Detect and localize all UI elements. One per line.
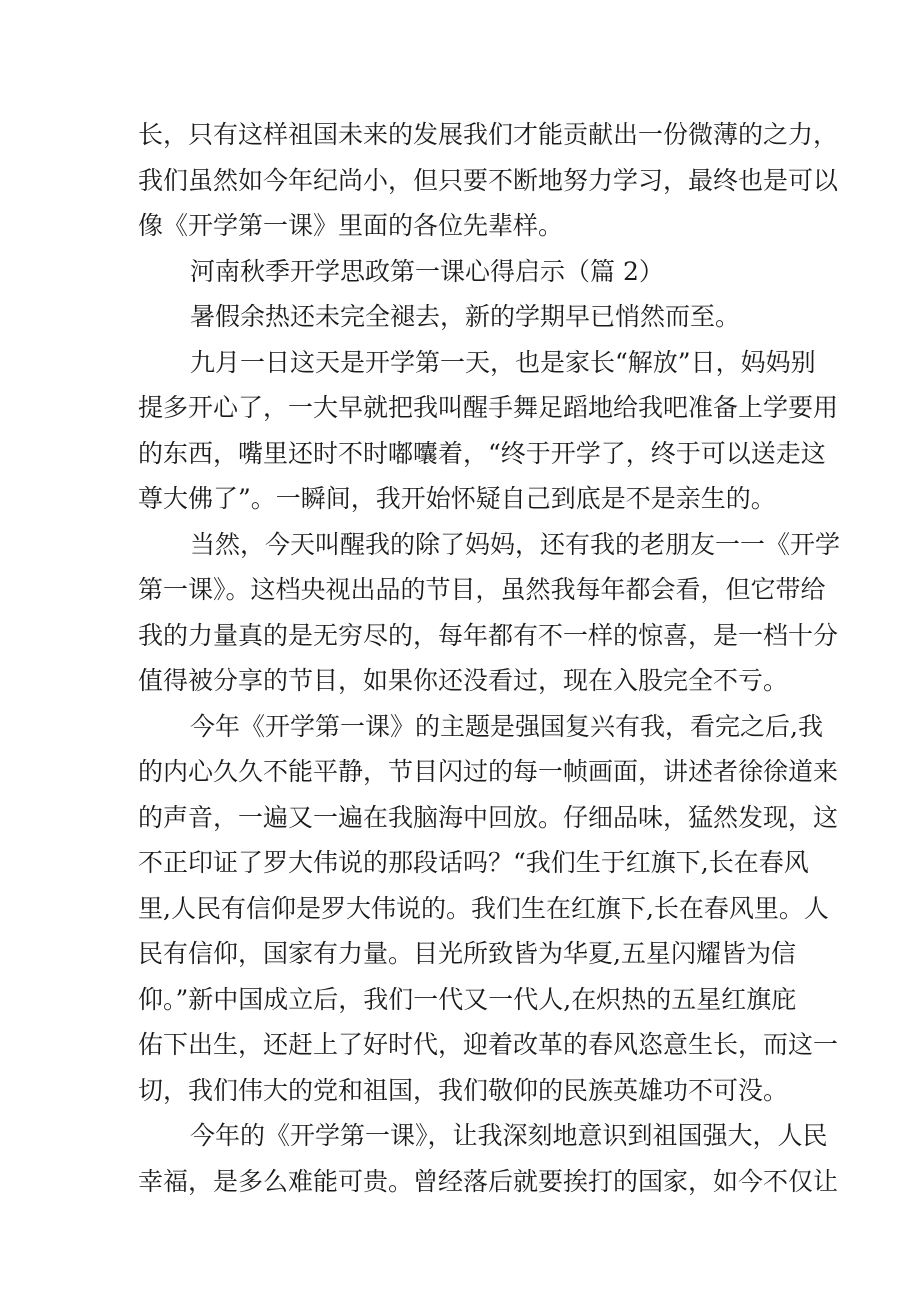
text-line: 第一课》。这档央视出品的节目，虽然我每年都会看，但它带给 — [138, 575, 826, 604]
text-line: 民有信仰，国家有力量。目光所致皆为华夏,五星闪耀皆为信 — [138, 939, 796, 968]
text-line: 我们虽然如今年纪尚小，但只要不断地努力学习，最终也是可以 — [138, 165, 839, 195]
text-line: 像《开学第一课》里面的各位先辈样。 — [138, 211, 564, 240]
section-heading: 河南秋季开学思政第一课心得启示（篇 2） — [190, 256, 664, 286]
text-line: 暑假余热还未完全褪去，新的学期早已悄然而至。 — [190, 302, 741, 331]
text-line: 九月一日这天是开学第一天，也是家长“解放”日，妈妈别 — [190, 347, 816, 377]
text-line: 佑下出生，还赶上了好时代，迎着改革的春风恣意生长，而这一 — [138, 1030, 839, 1059]
text-line: 的内心久久不能平静，节目闪过的每一帧画面，讲述者徐徐道来 — [138, 757, 839, 786]
text-line: 当然，今天叫醒我的除了妈妈，还有我的老朋友一一《开学 — [190, 529, 841, 559]
text-line: 长，只有这样祖国未来的发展我们才能贡献出一份微薄的之力， — [138, 120, 839, 149]
text-line: 里,人民有信仰是罗大伟说的。我们生在红旗下,长在春风里。人 — [138, 893, 829, 923]
text-line: 提多开心了，一大早就把我叫醒手舞足蹈地给我吧准备上学要用 — [138, 393, 839, 422]
text-line: 不正印证了罗大伟说的那段话吗？“我们生于红旗下,长在春风 — [138, 848, 809, 877]
text-line: 我的力量真的是无穷尽的，每年都有不一样的惊喜，是一档十分 — [138, 620, 839, 650]
body-text — [138, 112, 841, 1204]
text-line: 值得被分享的节目，如果你还没看过，现在入股完全不亏。 — [138, 666, 789, 695]
text-line: 今年《开学第一课》的主题是强国复兴有我，看完之后,我 — [190, 711, 823, 741]
text-line: 幸福，是多么难能可贵。曾经落后就要挨打的国家，如今不仅让 — [138, 1166, 839, 1196]
text-line: 切，我们伟大的党和祖国，我们敬仰的民族英雄功不可没。 — [138, 1075, 789, 1105]
text-line: 今年的《开学第一课》，让我深刻地意识到祖国强大，人民 — [190, 1121, 828, 1150]
text-line: 的东西，嘴里还时不时嘟囔着，“终于开学了，终于可以送走这 — [138, 438, 826, 468]
text-line: 尊大佛了”。一瞬间，我开始怀疑自己到底是不是亲生的。 — [138, 484, 776, 513]
text-line: 仰。”新中国成立后，我们一代又一代人,在炽热的五星红旗庇 — [138, 984, 797, 1014]
text-line: 的声音，一遍又一遍在我脑海中回放。仔细品味，猛然发现，这 — [138, 802, 839, 832]
